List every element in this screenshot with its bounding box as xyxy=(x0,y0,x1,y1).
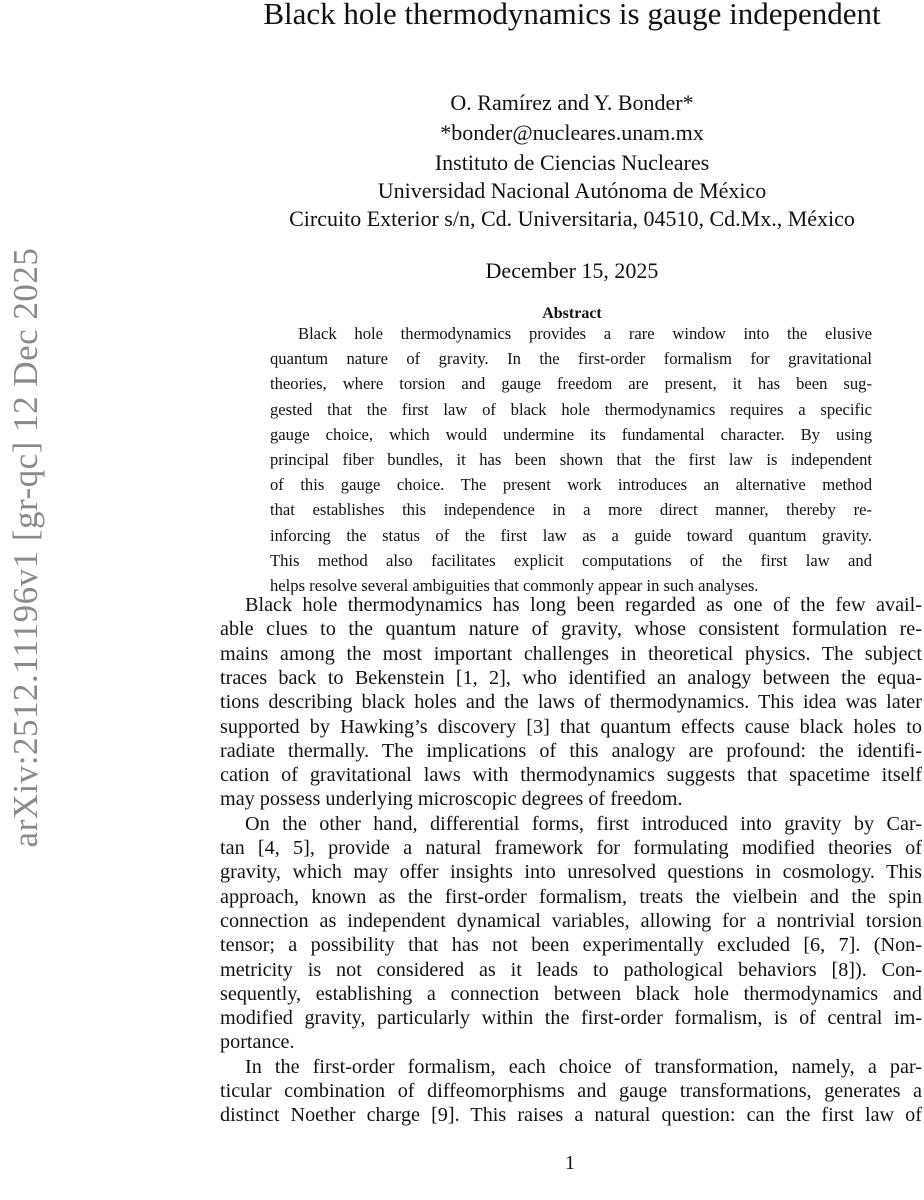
abstract-line: principal fiber bundles, it has been shown that the first law is independent xyxy=(270,450,872,469)
affiliation-institute: Instituto de Ciencias Nucleares xyxy=(434,150,710,175)
paper-title: Black hole thermodynamics is gauge independent xyxy=(263,0,881,31)
arxiv-identifier: arXiv:2512.11196v1 [gr-qc] 12 Dec 2025 xyxy=(6,247,45,848)
abstract-line: of this gauge choice. The present work introduces an alternative method xyxy=(270,475,872,495)
abstract-line: quantum nature of gravity. In the first-order formalism for gravitational xyxy=(270,349,872,369)
paragraph-line: portance. xyxy=(220,1031,295,1054)
paragraph-line: sequently, establishing a connection between black hole thermodynamics and xyxy=(220,982,922,1005)
authors: O. Ramírez and Y. Bonder* xyxy=(450,90,694,115)
paragraph-line: metricity is not considered as it leads to pathological behaviors [8]). Con- xyxy=(220,958,922,981)
paragraph-line: tions describing black holes and the laws of thermodynamics. This idea was later xyxy=(220,691,922,714)
page-number: 1 xyxy=(565,1152,575,1174)
abstract-line: Black hole thermodynamics provides a rare window into the elusive xyxy=(298,324,872,343)
paragraph-line: connection as independent dynamical variables, allowing for a nontrivial torsion xyxy=(220,909,922,932)
paragraph-line: In the first-order formalism, each choice of transformation, namely, a par- xyxy=(245,1055,922,1078)
paragraph-line: tensor; a possibility that has not been experimentally excluded [6, 7]. (Non- xyxy=(220,934,922,957)
paragraph-line: may possess underlying microscopic degrees of freedom. xyxy=(220,788,683,811)
abstract-line: that establishes this independence in a more direct manner, thereby re- xyxy=(270,500,872,520)
abstract-heading: Abstract xyxy=(542,305,602,322)
abstract-line: gested that the first law of black hole thermodynamics requires a specific xyxy=(270,399,872,419)
paragraph-line: able clues to the quantum nature of gravity, whose consistent formulation re- xyxy=(220,618,922,641)
abstract-line: This method also facilitates explicit computations of the first law and xyxy=(270,550,872,570)
paragraph-line: approach, known as the first-order formalism, treats the vielbein and the spin xyxy=(220,885,922,908)
paper-date: December 15, 2025 xyxy=(485,258,659,283)
paragraph-line: ticular combination of diffeomorphisms and gauge transformations, generates a xyxy=(220,1080,922,1102)
abstract-line: theories, where torsion and gauge freedom are present, it has been sug- xyxy=(270,374,872,394)
paragraph-line: Black hole thermodynamics has long been regarded as one of the few avail- xyxy=(245,594,922,616)
author-email: *bonder@nucleares.unam.mx xyxy=(440,120,704,145)
abstract-line: gauge choice, which would undermine its fundamental character. By using xyxy=(270,424,872,444)
paragraph-line: gravity, which may offer insights into unresolved questions in cosmology. This xyxy=(220,861,922,884)
paragraph-line: traces back to Bekenstein [1, 2], who identified an analogy between the equa- xyxy=(220,666,922,689)
paragraph-line: distinct Noether charge [9]. This raises a natural question: can the first law of xyxy=(220,1104,922,1127)
paragraph-line: radiate thermally. The implications of this analogy are profound: the identifi- xyxy=(220,739,922,762)
paragraph-line: On the other hand, differential forms, first introduced into gravity by Car- xyxy=(245,812,922,835)
abstract-line: helps resolve several ambiguities that commonly appear in such analyses. xyxy=(270,576,759,595)
paragraph-line: cation of gravitational laws with thermodynamics suggests that spacetime itself xyxy=(220,764,922,787)
paragraph-line: mains among the most important challenges in theoretical physics. The subject xyxy=(220,642,922,665)
paragraph-line: tan [4, 5], provide a natural framework for formulating modified theories of xyxy=(220,837,922,859)
paragraph-line: modified gravity, particularly within the first-order formalism, is of central im- xyxy=(220,1007,922,1030)
paragraph-line: supported by Hawking’s discovery [3] that quantum effects cause black holes to xyxy=(220,715,922,738)
affiliation-address: Circuito Exterior s/n, Cd. Universitaria, 04510, Cd.Mx., México xyxy=(289,206,855,231)
affiliation-university: Universidad Nacional Autónoma de México xyxy=(377,178,767,203)
abstract-line: inforcing the status of the first law as a guide toward quantum gravity. xyxy=(270,525,872,545)
